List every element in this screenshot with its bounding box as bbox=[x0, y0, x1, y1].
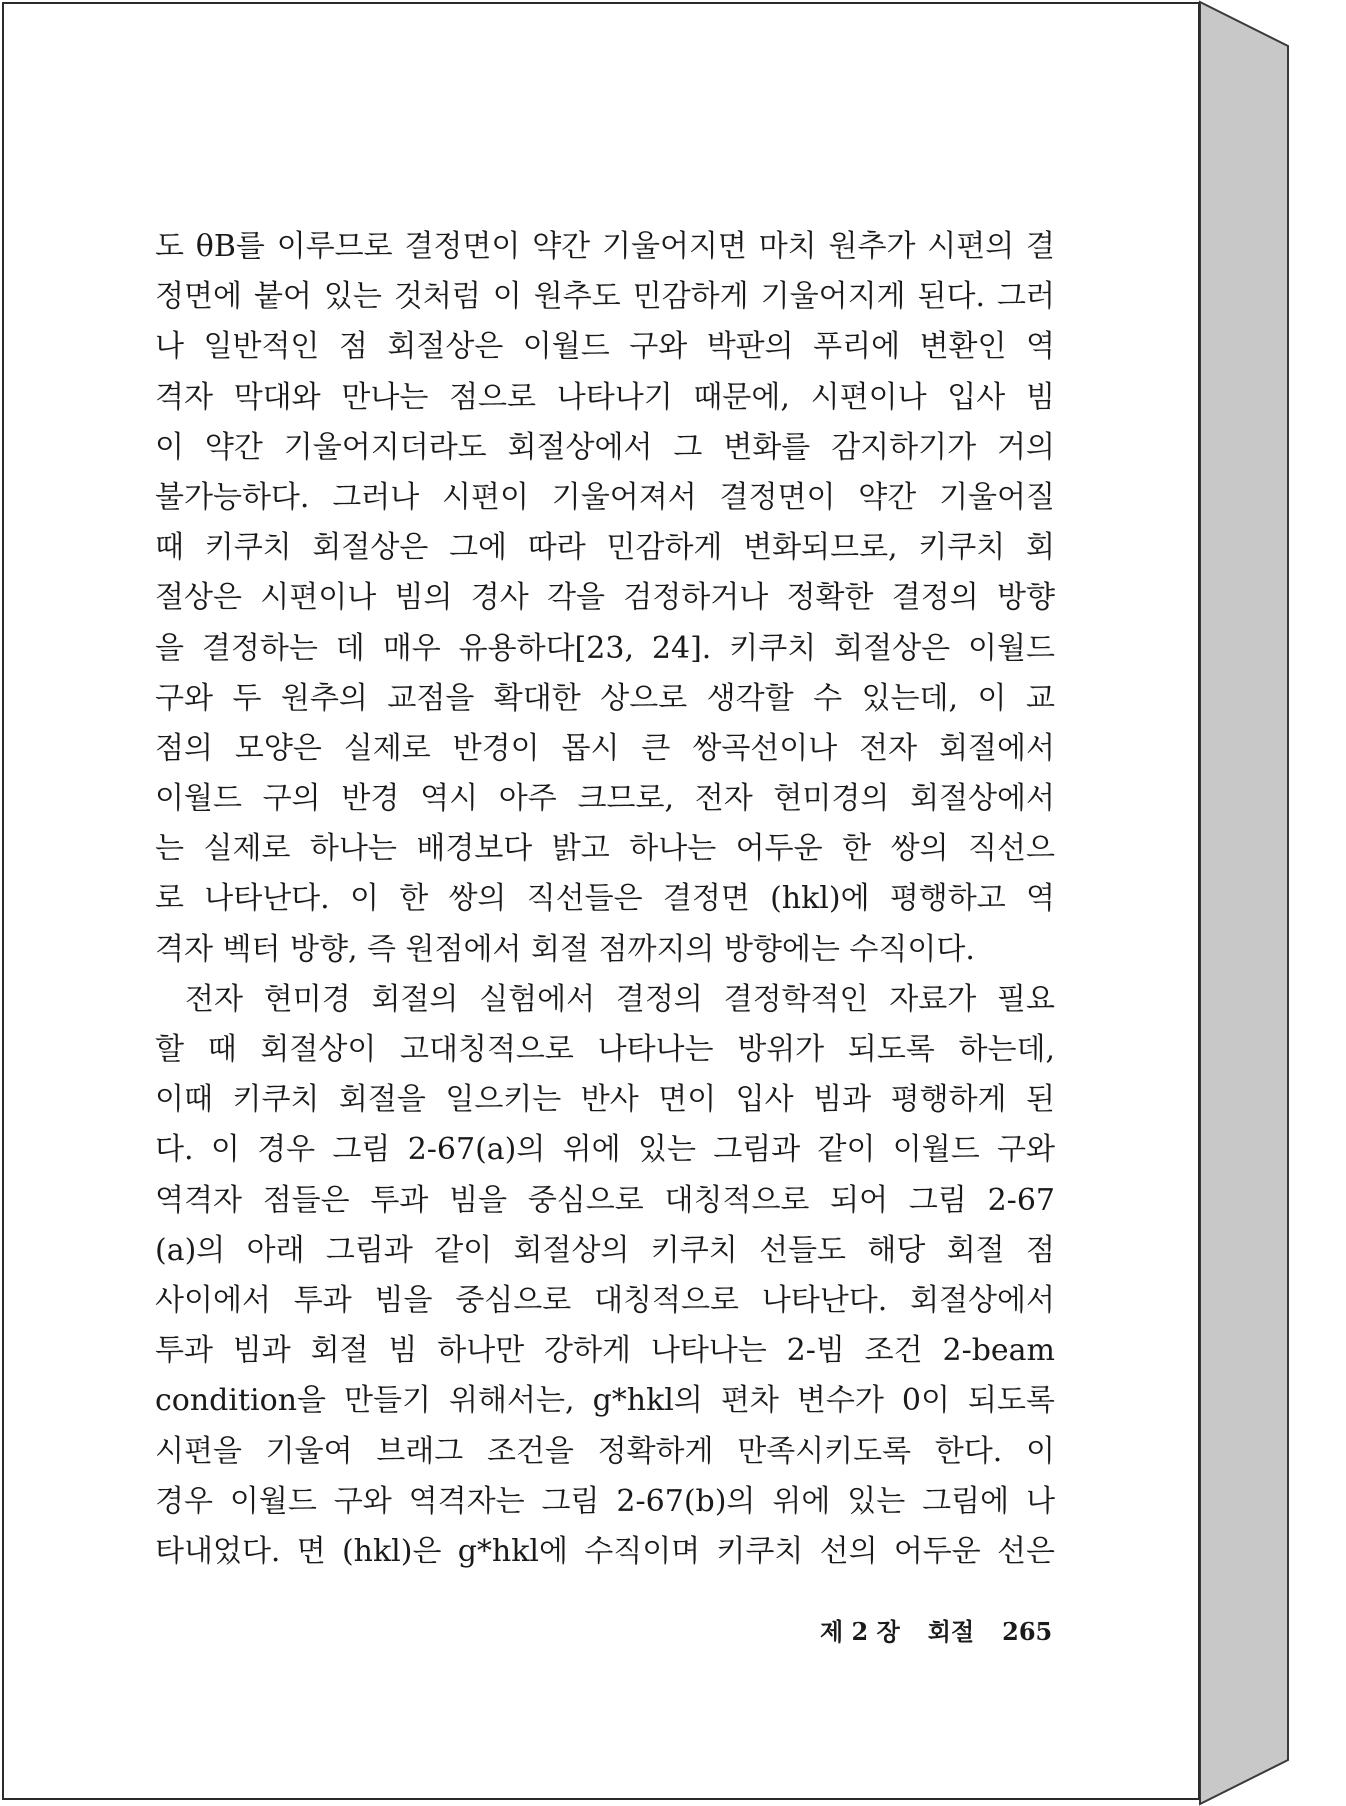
text-line: 때 키쿠치 회절상은 그에 따라 민감하게 변화되므로, 키쿠치 회 bbox=[155, 530, 1055, 566]
text-line: 로 나타난다. 이 한 쌍의 직선들은 결정면 (hkl)에 평행하고 역 bbox=[155, 881, 1055, 917]
text-line: 나 일반적인 점 회절상은 이월드 구와 박판의 푸리에 변환인 역 bbox=[155, 329, 1055, 365]
footer-title: 회절 bbox=[927, 1617, 975, 1646]
text-line: condition을 만들기 위해서는, g*hkl의 편차 변수가 0이 되도록 bbox=[155, 1383, 1055, 1419]
body-text bbox=[155, 222, 1055, 1577]
text-line: 점의 모양은 실제로 반경이 몹시 큰 쌍곡선이나 전자 회절에서 bbox=[155, 730, 1055, 766]
text-line: 투과 빔과 회절 빔 하나만 강하게 나타나는 2-빔 조건 2-beam bbox=[155, 1333, 1055, 1369]
text-line: 시편을 기울여 브래그 조건을 정확하게 만족시키도록 한다. 이 bbox=[155, 1433, 1055, 1469]
running-footer bbox=[820, 1612, 1053, 1647]
text-line: 전자 현미경 회절의 실험에서 결정의 결정학적인 자료가 필요 bbox=[185, 981, 1055, 1017]
text-line: 불가능하다. 그러나 시편이 기울어져서 결정면이 약간 기울어질 bbox=[155, 479, 1055, 515]
text-line: 역격자 점들은 투과 빔을 중심으로 대칭적으로 되어 그림 2-67 bbox=[155, 1182, 1055, 1218]
text-line: 할 때 회절상이 고대칭적으로 나타나는 방위가 되도록 하는데, bbox=[155, 1032, 1055, 1067]
text-line: (a)의 아래 그림과 같이 회절상의 키쿠치 선들도 해당 회절 점 bbox=[155, 1232, 1055, 1268]
text-line: 을 결정하는 데 매우 유용하다[23, 24]. 키쿠치 회절상은 이월드 bbox=[155, 630, 1055, 666]
footer-chapter: 제 2 장 bbox=[820, 1617, 900, 1646]
text-line: 절상은 시편이나 빔의 경사 각을 검정하거나 정확한 결정의 방향 bbox=[155, 580, 1055, 616]
text-line: 이월드 구의 반경 역시 아주 크므로, 전자 현미경의 회절상에서 bbox=[155, 781, 1055, 817]
text-line: 도 θB를 이루므로 결정면이 약간 기울어지면 마치 원추가 시편의 결 bbox=[155, 229, 1055, 264]
text-line: 이 약간 기울어지더라도 회절상에서 그 변화를 감지하기가 거의 bbox=[155, 429, 1055, 465]
text-line: 다. 이 경우 그림 2-67(a)의 위에 있는 그림과 같이 이월드 구와 bbox=[155, 1132, 1055, 1168]
text-line: 사이에서 투과 빔을 중심으로 대칭적으로 나타난다. 회절상에서 bbox=[155, 1282, 1055, 1318]
text-line: 경우 이월드 구와 역격자는 그림 2-67(b)의 위에 있는 그림에 나 bbox=[155, 1483, 1055, 1519]
text-line: 격자 막대와 만나는 점으로 나타나기 때문에, 시편이나 입사 빔 bbox=[155, 379, 1055, 415]
page-number: 265 bbox=[1002, 1617, 1053, 1646]
text-line: 구와 두 원추의 교점을 확대한 상으로 생각할 수 있는데, 이 교 bbox=[155, 680, 1055, 716]
text-line: 격자 벡터 방향, 즉 원점에서 회절 점까지의 방향에는 수직이다. bbox=[155, 931, 975, 967]
text-line: 타내었다. 면 (hkl)은 g*hkl에 수직이며 키쿠치 선의 어두운 선은 bbox=[155, 1533, 1055, 1569]
text-line: 정면에 붙어 있는 것처럼 이 원추도 민감하게 기울어지게 된다. 그러 bbox=[155, 279, 1055, 315]
text-line: 이때 키쿠치 회절을 일으키는 반사 면이 입사 빔과 평행하게 된 bbox=[155, 1082, 1055, 1118]
text-line: 는 실제로 하나는 배경보다 밝고 하나는 어두운 한 쌍의 직선으 bbox=[155, 831, 1055, 867]
